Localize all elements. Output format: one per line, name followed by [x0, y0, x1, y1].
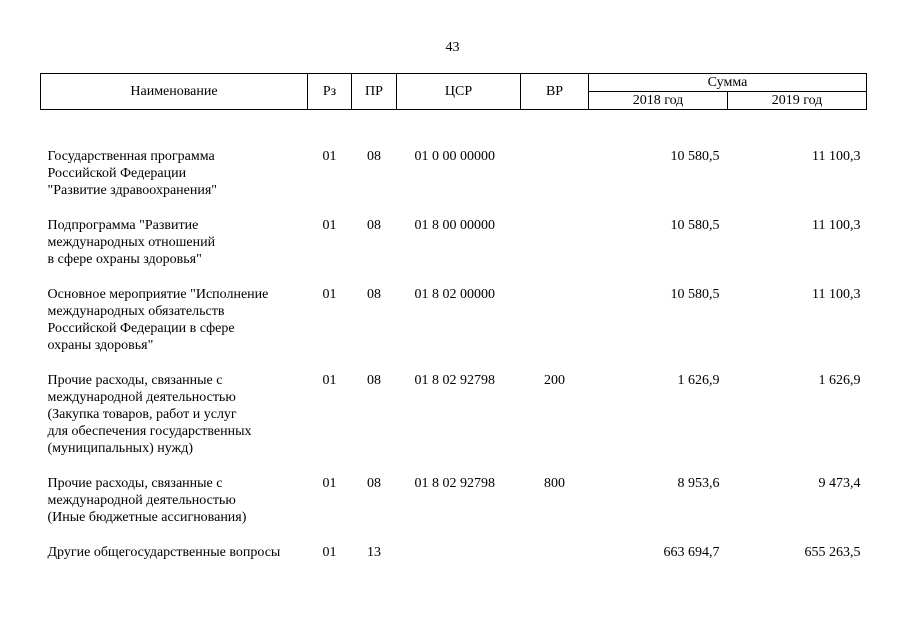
cell-amount-2019: 11 100,3 — [812, 218, 861, 233]
cell-csr: 01 8 02 92798 — [414, 476, 495, 491]
cell-amount-2019: 655 263,5 — [804, 545, 861, 560]
cell-rz: 01 — [322, 373, 337, 388]
cell-csr: 01 0 00 00000 — [414, 149, 495, 164]
cell-rz: 01 — [322, 218, 337, 233]
cell-amount-2018: 10 580,5 — [670, 218, 720, 233]
name-line: для обеспечения государственных — [47, 424, 252, 439]
budget-table — [40, 73, 867, 561]
header-pr: ПР — [352, 74, 397, 110]
cell-rz: 01 — [322, 476, 337, 491]
name-line: Государственная программа — [47, 149, 215, 164]
header-name: Наименование — [41, 74, 308, 110]
table-header — [41, 74, 867, 110]
cell-vr: 200 — [544, 373, 565, 388]
cell-rz: 01 — [322, 287, 337, 302]
cell-amount-2019: 11 100,3 — [812, 149, 861, 164]
name-line: Другие общегосударственные вопросы — [47, 545, 281, 560]
header-year-2019: 2019 год — [728, 92, 867, 110]
name-line: международной деятельностью — [47, 493, 236, 508]
name-line: в сфере охраны здоровья" — [47, 252, 202, 267]
table-row — [41, 148, 867, 199]
cell-pr: 08 — [367, 476, 381, 491]
table-row — [41, 475, 867, 526]
cell-amount-2018: 1 626,9 — [677, 373, 720, 388]
cell-vr: 800 — [544, 476, 565, 491]
name-line: международных обязательств — [47, 304, 225, 319]
table-body — [41, 110, 867, 562]
cell-vr — [521, 544, 589, 561]
table-row — [41, 372, 867, 457]
header-sum: Сумма — [589, 74, 867, 92]
table-row — [41, 544, 867, 561]
cell-name — [41, 475, 308, 526]
cell-csr: 01 8 02 00000 — [414, 287, 495, 302]
cell-name — [41, 148, 308, 199]
name-line: Прочие расходы, связанные с — [47, 476, 223, 491]
name-line: Российской Федерации в сфере — [47, 321, 235, 336]
cell-pr: 08 — [367, 287, 381, 302]
cell-amount-2018: 8 953,6 — [677, 476, 720, 491]
name-line: (муниципальных) нужд) — [47, 441, 194, 456]
cell-vr — [521, 148, 589, 199]
cell-pr: 08 — [367, 149, 381, 164]
page-number: 43 — [445, 40, 460, 55]
name-line: "Развитие здравоохранения" — [47, 183, 218, 198]
cell-amount-2019: 1 626,9 — [818, 373, 861, 388]
name-line: международной деятельностью — [47, 390, 236, 405]
cell-name — [41, 544, 308, 561]
cell-name — [41, 217, 308, 268]
name-line: (Иные бюджетные ассигнования) — [47, 510, 247, 525]
cell-name — [41, 286, 308, 354]
cell-name — [41, 372, 308, 457]
cell-rz: 01 — [322, 545, 337, 560]
table-row — [41, 217, 867, 268]
header-csr: ЦСР — [397, 74, 521, 110]
cell-vr — [521, 286, 589, 354]
cell-amount-2019: 9 473,4 — [818, 476, 861, 491]
cell-amount-2018: 663 694,7 — [663, 545, 720, 560]
header-rz: Рз — [308, 74, 352, 110]
header-vr: ВР — [521, 74, 589, 110]
cell-vr — [521, 217, 589, 268]
name-line: Российской Федерации — [47, 166, 187, 181]
name-line: Подпрограмма "Развитие — [47, 218, 199, 233]
cell-amount-2019: 11 100,3 — [812, 287, 861, 302]
cell-pr: 08 — [367, 218, 381, 233]
cell-csr: 01 8 00 00000 — [414, 218, 495, 233]
name-line: охраны здоровья" — [47, 338, 154, 353]
cell-csr — [397, 544, 521, 561]
name-line: (Закупка товаров, работ и услуг — [47, 407, 237, 422]
name-line: международных отношений — [47, 235, 216, 250]
cell-pr: 08 — [367, 373, 381, 388]
header-year-2018: 2018 год — [589, 92, 728, 110]
name-line: Прочие расходы, связанные с — [47, 373, 223, 388]
cell-csr: 01 8 02 92798 — [414, 373, 495, 388]
cell-pr: 13 — [367, 545, 381, 560]
table-row — [41, 286, 867, 354]
name-line: Основное мероприятие "Исполнение — [47, 287, 269, 302]
cell-amount-2018: 10 580,5 — [670, 149, 720, 164]
cell-rz: 01 — [322, 149, 337, 164]
cell-amount-2018: 10 580,5 — [670, 287, 720, 302]
